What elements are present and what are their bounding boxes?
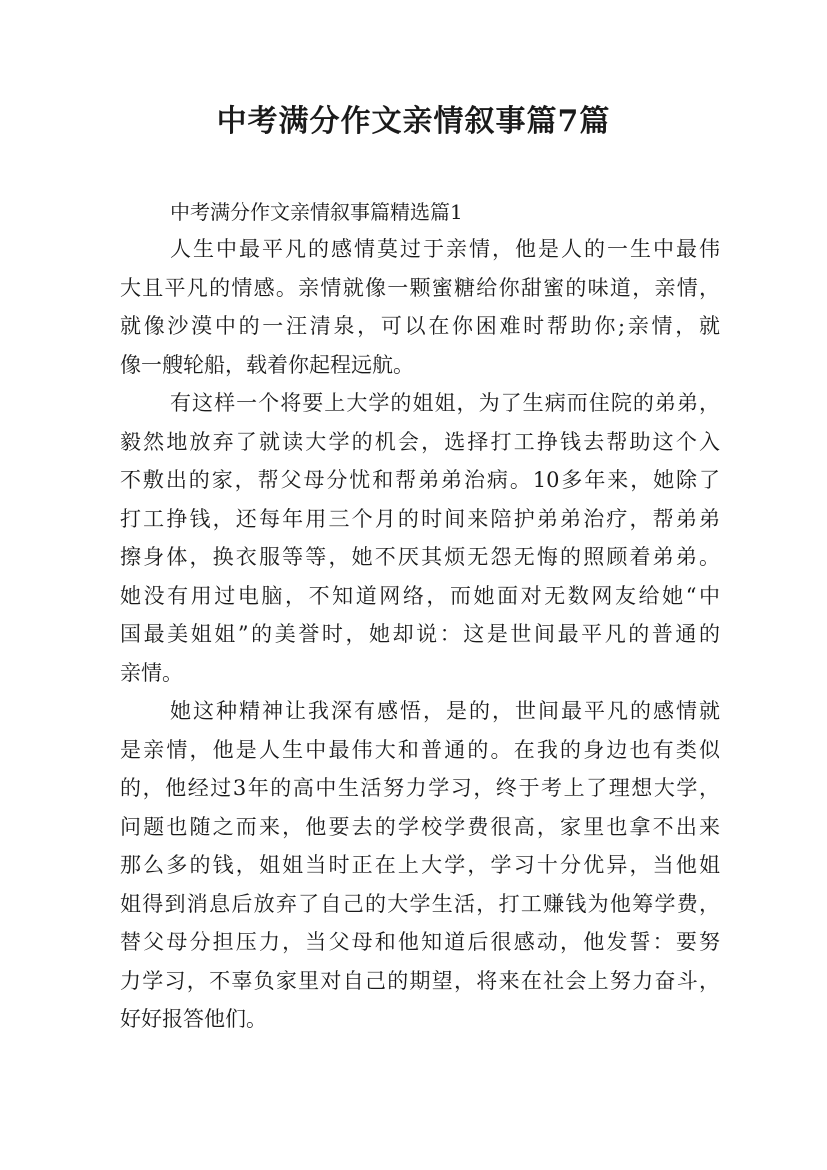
paragraph-line: 她这种精神让我深有感悟，是的，世间最平凡的感情就 (170, 699, 720, 723)
paragraph-line: 不敷出的家，帮父母分忧和帮弟弟治病。10多年来，她除了 (120, 468, 720, 492)
paragraph-line: 毅然地放弃了就读大学的机会，选择打工挣钱去帮助这个入 (120, 429, 720, 454)
section-heading: 中考满分作文亲情叙事篇精选篇1 (170, 200, 463, 224)
paragraph-1 (120, 230, 720, 384)
paragraph-line: 擦身体，换衣服等等，她不厌其烦无怨无悔的照顾着弟弟。 (120, 545, 720, 569)
paragraph-line: 是亲情，他是人生中最伟大和普通的。在我的身边也有类似 (120, 737, 720, 762)
paragraph-line: 亲情。 (120, 660, 183, 685)
paragraph-line: 力学习，不辜负家里对自己的期望，将来在社会上努力奋斗， (120, 968, 720, 993)
paragraph-line: 有这样一个将要上大学的姐姐，为了生病而住院的弟弟， (170, 391, 720, 415)
paragraph-2 (120, 384, 720, 692)
paragraph-line: 姐得到消息后放弃了自己的大学生活，打工赚钱为他筹学费， (120, 891, 720, 916)
document-title: 中考满分作文亲情叙事篇7篇 (216, 104, 611, 139)
paragraph-3 (120, 692, 720, 1039)
paragraph-line: 那么多的钱，姐姐当时正在上大学，学习十分优异，当他姐 (120, 853, 720, 877)
paragraph-line: 的，他经过3年的高中生活努力学习，终于考上了理想大学， (120, 776, 720, 800)
paragraph-line: 替父母分担压力，当父母和他知道后很感动，他发誓：要努 (120, 930, 720, 954)
paragraph-line: 就像沙漠中的一汪清泉，可以在你困难时帮助你;亲情，就 (120, 314, 720, 338)
paragraph-line: 人生中最平凡的感情莫过于亲情，他是人的一生中最伟 (170, 237, 720, 261)
paragraph-line: 大且平凡的情感。亲情就像一颗蜜糖给你甜蜜的味道，亲情， (120, 275, 720, 300)
paragraph-line: 好好报答他们。 (120, 1007, 267, 1031)
paragraph-line: 她没有用过电脑，不知道网络，而她面对无数网友给她“中 (120, 583, 720, 608)
paragraph-line: 国最美姐姐”的美誉时，她却说：这是世间最平凡的普通的 (120, 622, 720, 646)
paragraph-line: 问题也随之而来，他要去的学校学费很高，家里也拿不出来 (120, 814, 720, 839)
paragraph-line: 打工挣钱，还每年用三个月的时间来陪护弟弟治疗，帮弟弟 (120, 506, 720, 531)
paragraph-line: 像一艘轮船，载着你起程远航。 (120, 352, 414, 377)
